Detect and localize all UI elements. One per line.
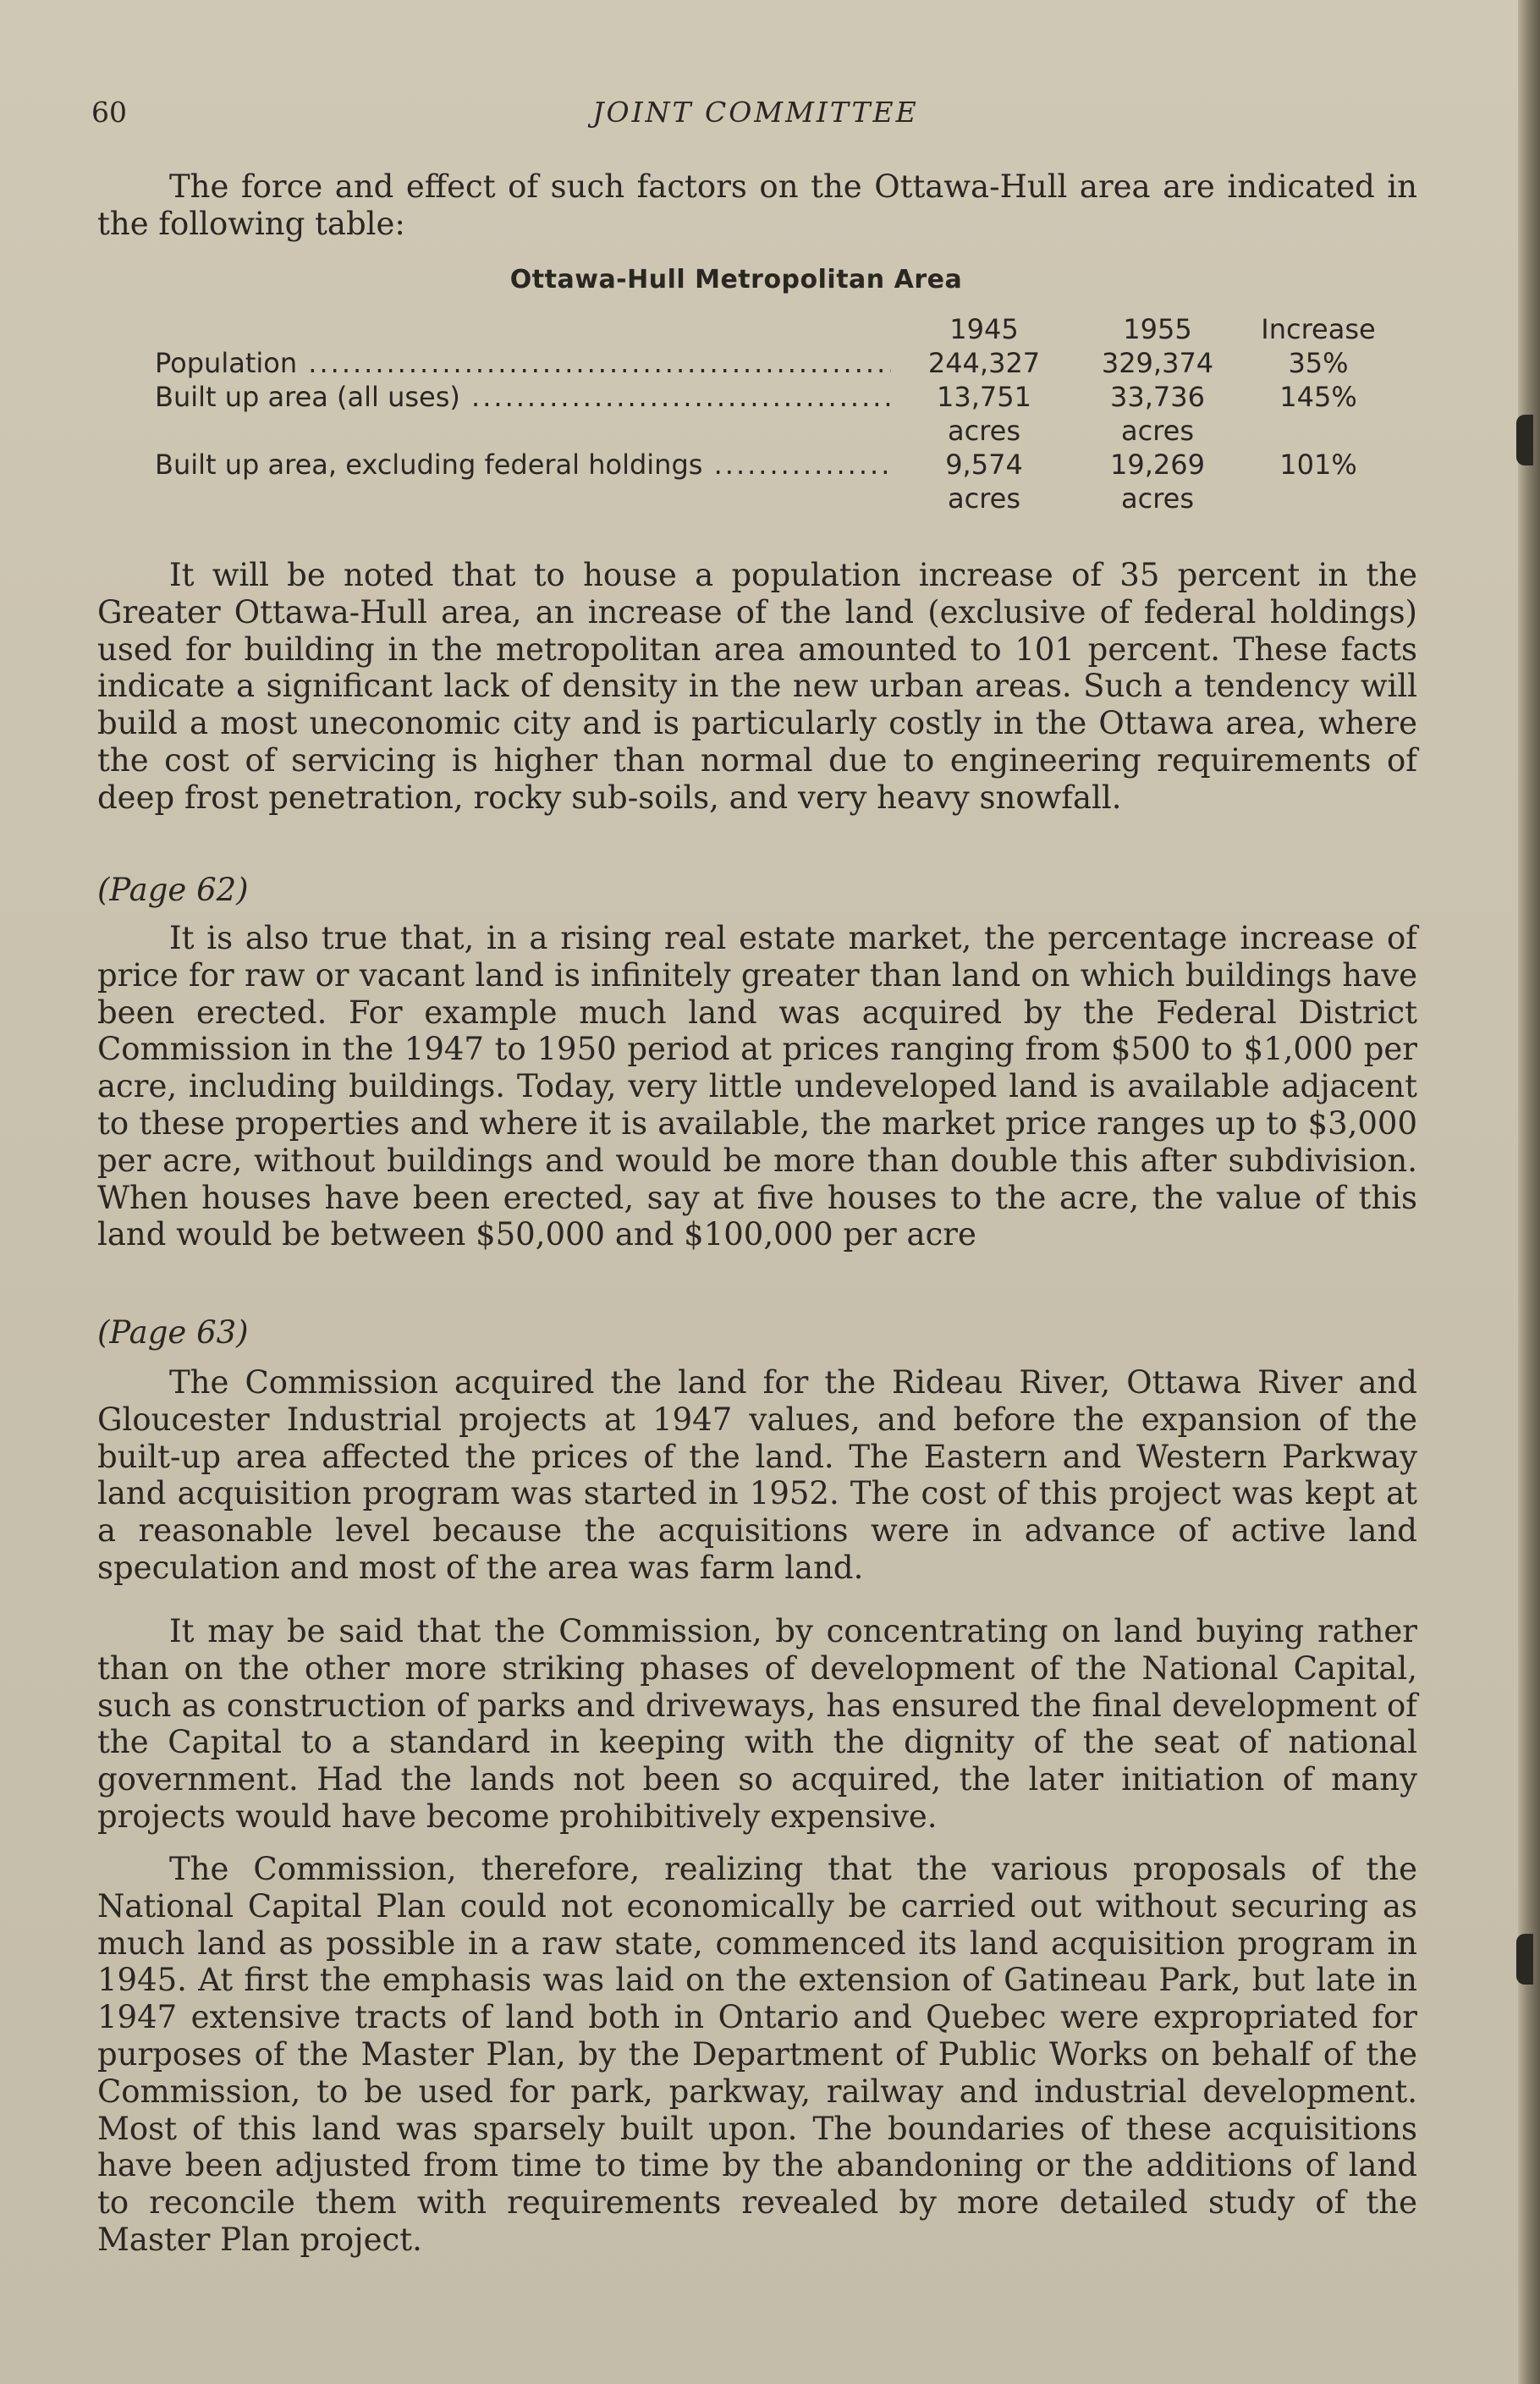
column-header-1945: 1945 xyxy=(949,313,1019,345)
paragraph-text: It will be noted that to house a population increase of 35 percent in the Greater Ottawa-Hull area, an increase of the land (exclusive of federal holdings) used for building in the metropolitan area amounted to 101 percent. These facts indicate a significant lack of density in the new urban areas. Such a tendency will build a most uneconomic city and is particularly costly in the Ottawa area, where the cost of servicing is higher than normal due to engineering requirements of deep frost penetration, rocky sub-soils, and very heavy snowfall. xyxy=(97,557,1417,816)
paragraph-text: It may be said that the Commission, by concentrating on land buying rather than on the other more striking phases of development of the National Capital, such as construction of parks and driveways, has ensured the final development of the Capital to a standard in keeping with the dignity of the seat of national government. Had the lands not been so acquired, the later initiation of many projects would have become prohibitively expensive. xyxy=(97,1613,1417,1835)
page-number: 60 xyxy=(91,96,127,129)
running-header xyxy=(91,96,1420,138)
unit-1955: acres xyxy=(1120,482,1194,515)
unit-1945: acres xyxy=(947,415,1020,447)
page-reference xyxy=(97,872,1417,909)
value-1955: 33,736 xyxy=(1110,381,1205,413)
row-label: Built up area (all uses) ..... xyxy=(155,381,891,413)
intro-text: The force and effect of such factors on the Ottawa-Hull area are indicated in the following table: xyxy=(97,168,1417,242)
paragraph-text: It is also true that, in a rising real estate market, the percentage increase of price for raw or vacant land is infinitely greater than land on which buildings have been erected. For example much land was acquired by the Federal District Commission in the 1947 to 1950 period at prices ranging from $500 to $1,000 per acre, including buildings. Today, very little undeveloped land is available adjacent to these properties and where it is available, the market price ranges up to $3,000 per acre, without buildings and would be more than double this after subdivision. When houses have been erected, say at five houses to the acre, the value of this land would be between $50,000 and $100,000 per acre xyxy=(97,920,1417,1253)
page-reference-text: (Page 62) xyxy=(97,872,249,908)
row-label: Population ..... xyxy=(155,347,891,379)
paragraph-text: The Commission acquired the land for the Rideau River, Ottawa River and Gloucester Industrial projects at 1947 values, and before the expansion of the built-up area affected the prices of the land. The Eastern and Western Parkway land acquisition program was started in 1952. The cost of this project was kept at a reasonable level because the acquisitions were in advance of active land speculation and most of the area was farm land. xyxy=(97,1364,1417,1586)
unit-1955: acres xyxy=(1120,415,1194,447)
row-label: Built up area, excluding federal holdings ..... xyxy=(155,449,891,481)
paragraph xyxy=(97,1364,1417,1587)
paragraph xyxy=(97,920,1417,1253)
value-1945: 9,574 xyxy=(945,449,1023,481)
intro-paragraph xyxy=(97,168,1417,243)
paragraph xyxy=(97,1613,1417,1836)
statistics-table xyxy=(155,313,1390,516)
running-title: JOINT COMMITTEE xyxy=(592,96,919,129)
column-header-1955: 1955 xyxy=(1123,313,1192,345)
value-increase: 35% xyxy=(1288,347,1349,379)
binding-hole xyxy=(1516,415,1533,465)
value-1945: 13,751 xyxy=(937,381,1031,413)
binding-hole xyxy=(1516,1934,1533,1985)
paragraph xyxy=(97,1851,1417,2259)
value-1955: 19,269 xyxy=(1110,449,1205,481)
value-1955: 329,374 xyxy=(1101,347,1214,379)
value-increase: 101% xyxy=(1279,449,1357,481)
paragraph xyxy=(97,557,1417,817)
table-header-row xyxy=(155,313,1390,347)
value-1945: 244,327 xyxy=(927,347,1041,379)
column-header-increase: Increase xyxy=(1261,313,1376,345)
paragraph-text: The Commission, therefore, realizing that the various proposals of the National Capital Plan could not economically be carried out without securing as much land as possible in a raw state, commenced its land acquisition program in 1945. At first the emphasis was laid on the extension of Gatineau Park, but late in 1947 extensive tracts of land both in Ontario and Quebec were expropriated for purposes of the Master Plan, by the Department of Public Works on behalf of the Commission, to be used for park, parkway, railway and industrial development. Most of this land was sparsely built upon. The boundaries of these acquisitions have been adjusted from time to time by the abandoning or the additions of land to reconcile them with requirements revealed by more detailed study of the Master Plan project. xyxy=(97,1851,1417,2258)
page-reference xyxy=(97,1314,1417,1352)
unit-1945: acres xyxy=(947,482,1020,515)
table-row-built-up-excluding-federal xyxy=(155,449,1390,516)
table-row-built-up-all xyxy=(155,381,1390,449)
book-spine-edge xyxy=(1518,0,1540,2384)
page-reference-text: (Page 63) xyxy=(97,1314,249,1351)
table-title: Ottawa-Hull Metropolitan Area xyxy=(509,265,963,295)
table-row-population xyxy=(155,347,1390,381)
value-increase: 145% xyxy=(1279,381,1357,413)
